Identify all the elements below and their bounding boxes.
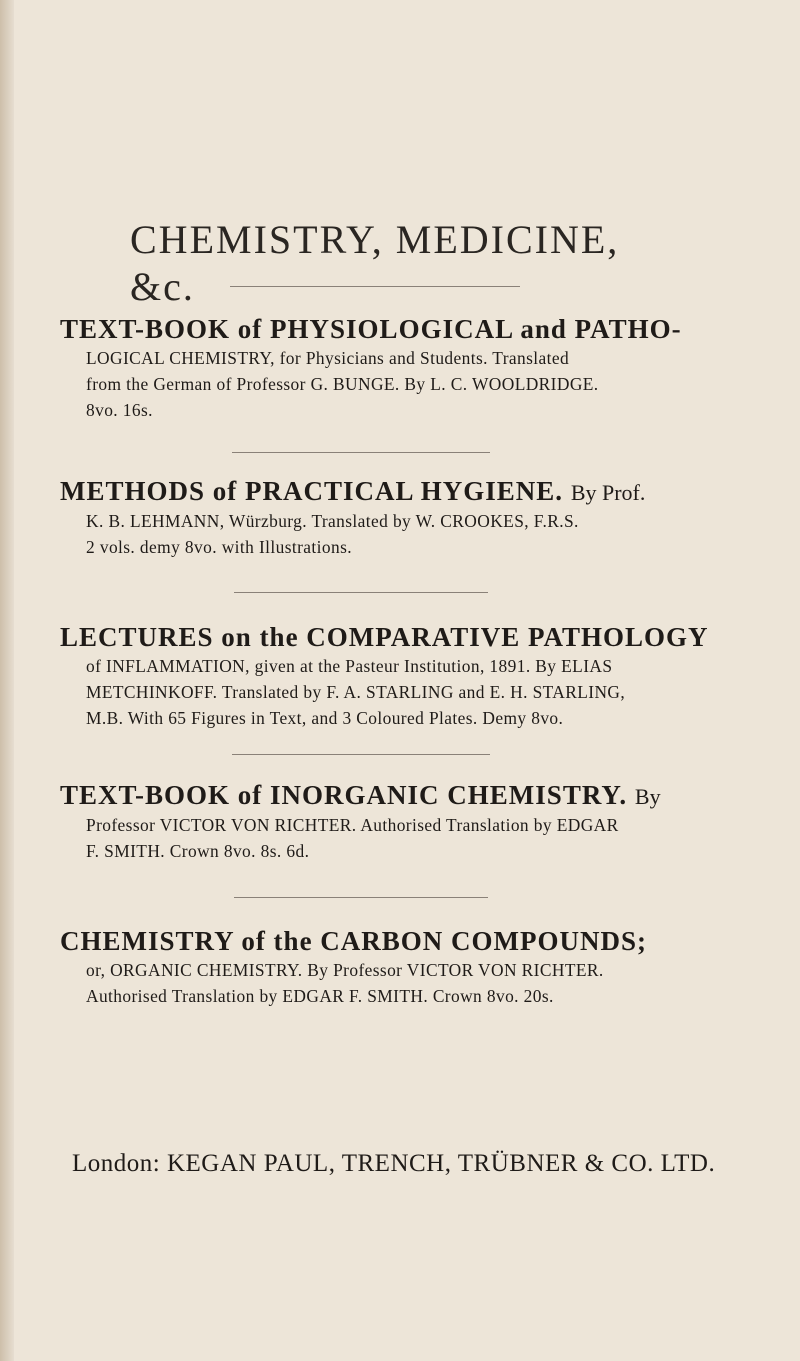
entry-line: from the German of Professor G. BUNGE. By L. C. WOOLDRIDGE. xyxy=(86,374,599,394)
page-edge xyxy=(0,0,14,1361)
entry-line: M.B. With 65 Figures in Text, and 3 Coloured Plates. Demy 8vo. xyxy=(86,708,564,728)
entry-title: LECTURES on the COMPARATIVE PATHOLOGY xyxy=(60,622,709,652)
heading-rule xyxy=(230,286,520,287)
entry-line: Authorised Translation by EDGAR F. SMITH. Crown 8vo. 20s. xyxy=(86,986,554,1006)
publisher-imprint: London: KEGAN PAUL, TRENCH, TRÜBNER & CO. LTD. xyxy=(72,1150,716,1177)
entry-line: Professor VICTOR VON RICHTER. Authorised Translation by EDGAR xyxy=(86,815,619,835)
catalogue-page xyxy=(60,0,750,1361)
entry-line: or, ORGANIC CHEMISTRY. By Professor VICTOR VON RICHTER. xyxy=(86,960,604,980)
section-divider xyxy=(234,592,488,593)
catalogue-entry xyxy=(60,926,750,1009)
entry-title: METHODS of PRACTICAL HYGIENE. By Prof. xyxy=(60,476,646,506)
entry-line: 2 vols. demy 8vo. with Illustrations. xyxy=(86,537,352,557)
catalogue-entry xyxy=(60,314,750,423)
page-heading: CHEMISTRY, MEDICINE, &c. xyxy=(130,217,620,309)
section-divider xyxy=(232,754,490,755)
entry-line: of INFLAMMATION, given at the Pasteur Institution, 1891. By ELIAS xyxy=(86,656,613,676)
entry-title: TEXT-BOOK of PHYSIOLOGICAL and PATHO- xyxy=(60,314,682,344)
section-divider xyxy=(234,897,488,898)
entry-line: LOGICAL CHEMISTRY, for Physicians and Students. Translated xyxy=(86,348,570,368)
entry-line: 8vo. 16s. xyxy=(86,400,153,420)
section-divider xyxy=(232,452,490,453)
catalogue-entry xyxy=(60,780,750,864)
entry-line: F. SMITH. Crown 8vo. 8s. 6d. xyxy=(86,841,310,861)
catalogue-entry xyxy=(60,476,750,560)
entry-line: K. B. LEHMANN, Würzburg. Translated by W. CROOKES, F.R.S. xyxy=(86,511,579,531)
catalogue-entry xyxy=(60,622,750,731)
entry-title: TEXT-BOOK of INORGANIC CHEMISTRY. By xyxy=(60,780,661,810)
entry-title: CHEMISTRY of the CARBON COMPOUNDS; xyxy=(60,926,648,956)
entry-line: METCHINKOFF. Translated by F. A. STARLING and E. H. STARLING, xyxy=(86,682,626,702)
